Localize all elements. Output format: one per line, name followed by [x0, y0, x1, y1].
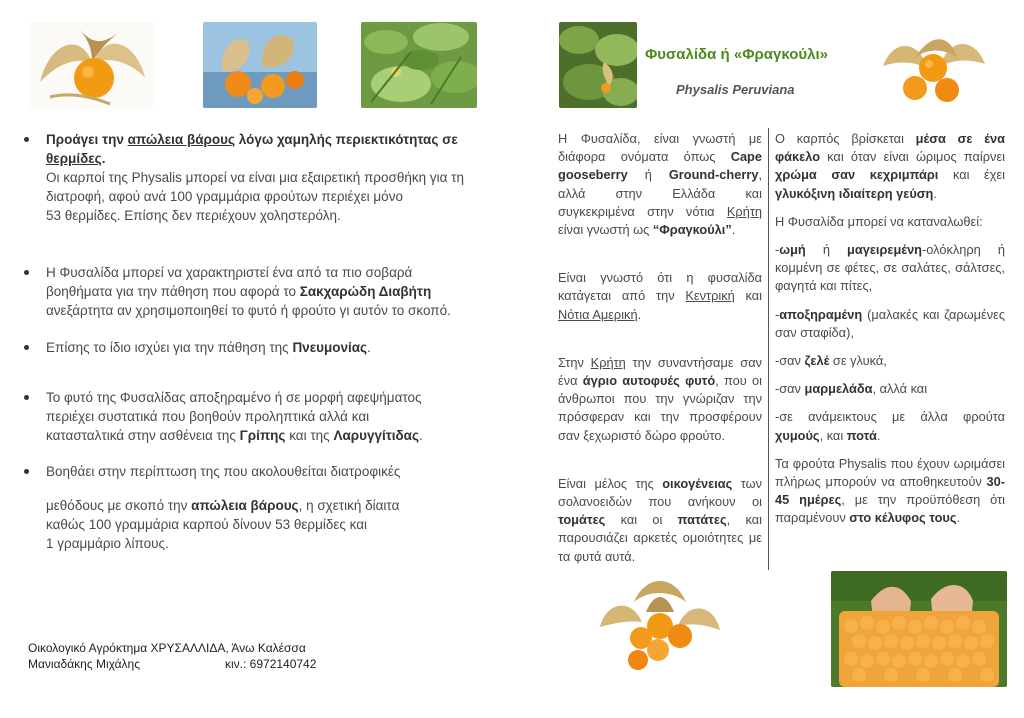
- bullet-dot: [24, 345, 29, 350]
- subtitle-species: Peruviana: [732, 82, 795, 97]
- physalis-husk-photo-2: [203, 22, 317, 108]
- paragraph-juices: -σε ανάμεικτους με άλλα φρούτα χυμούς, και ποτά.: [775, 409, 1005, 443]
- physalis-husk-photo-1: [30, 22, 154, 108]
- paragraph-fruit: Ο καρπός βρίσκεται μέσα σε ένα φάκελο και όταν είναι ώριμος παίρνει χρώμα σαν κεχριμπάρι και έχει γλυκόξινη ιδιαίτερη γεύση.: [775, 131, 1005, 201]
- footer-contact: [28, 640, 348, 672]
- bullet-text: 53 θερμίδες. Επίσης δεν περιέχουν χοληστερόλη.: [46, 208, 341, 223]
- hands-holding-physalis-photo: [831, 571, 1007, 687]
- right-column: [775, 130, 1005, 528]
- bullet-text: διατροφή, αφού ανά 100 γραμμάρια φρούτων περιέχει μόνο: [46, 189, 403, 204]
- paragraph-origin: Είναι γνωστό ότι η φυσαλίδα κατάγεται από την Κεντρική και Νότια Αμερική.: [558, 270, 762, 322]
- bullet-dot: [24, 137, 29, 142]
- footer-phone: κιν.: 6972140742: [225, 657, 317, 671]
- physalis-fruits-illustration-top: [875, 28, 993, 108]
- footer-farm: Οικολογικό Αγρόκτημα ΧΡΥΣΑΛΛΙΔΑ, Άνω Καλέσσα: [28, 641, 306, 655]
- bullet-text: Οι καρποί της Physalis μπορεί να είναι μια εξαιρετική προσθήκη για τη: [46, 170, 464, 185]
- middle-column: [558, 130, 762, 566]
- page-subtitle: [676, 82, 795, 97]
- subtitle-genus: Physalis: [676, 82, 729, 97]
- physalis-fruits-illustration-bottom: [596, 572, 724, 678]
- physalis-plant-photo: [361, 22, 477, 108]
- bullet-dot: [24, 395, 29, 400]
- bullet-dot: [24, 469, 29, 474]
- bullet-dot: [24, 270, 29, 275]
- bullet-item-diet: Βοηθάει στην περίπτωση της που ακολουθείται διατροφικές μεθόδους με σκοπό την απώλεια βάρους, η σχετική δίαιτα καθώς 100 γραμμάρια καρπού δίνουν 53 θερμίδες και 1 γραμμάριο λίπους.: [24, 462, 509, 553]
- page-title: Φυσαλίδα ή «Φραγκούλι»: [645, 46, 828, 63]
- bullet-item-diabetes: Η Φυσαλίδα μπορεί να χαρακτηριστεί ένα από τα πιο σοβαρά βοηθήματα για την πάθηση που αφορά το Σακχαρώδη Διαβήτη ανεξάρτητα αν χρησιμοποιηθεί το φυτό ή φρούτο γι αυτόν το σκοπό.: [24, 263, 509, 320]
- bullet-item-pneumonia: Επίσης το ίδιο ισχύει για την πάθηση της Πνευμονίας.: [24, 338, 509, 357]
- paragraph-consumption: Η Φυσαλίδα μπορεί να καταναλωθεί:: [775, 213, 983, 229]
- paragraph-storage: Τα φρούτα Physalis που έχουν ωριμάσει πλήρως μπορούν να αποθηκευτούν 30-45 ημέρες, με την προϋπόθεση ότι παραμένουν στο κέλυφος τους.: [775, 455, 1005, 526]
- paragraph-raw: -ωμή ή μαγειρεμένη-ολόκληρη ή κομμένη σε φέτες, σε σαλάτες, σάλτσες, φαγητά και πίτες,: [775, 242, 1005, 294]
- paragraph-family: Είναι μέλος της οικογένειας των σολανοειδών που ανήκουν οι τομάτες και οι πατάτες, και παρουσιάζει αρκετές ομοιότητες με τα φυτά αυτά.: [558, 475, 762, 564]
- footer-owner: Μανιαδάκης Μιχάλης: [28, 657, 140, 671]
- bullet-item-flu: Το φυτό της Φυσαλίδας αποξηραμένο ή σε μορφή αφεψήματος περιέχει συστατικά που βοηθούν προληπτικά αλλά και κατασταλτικά στην ασθένεια της Γρίπης και της Λαρυγγίτιδας.: [24, 388, 509, 445]
- bullet-item-weight-loss: Προάγει την απώλεια βάρους λόγω χαμηλής περιεκτικότητας σε θερμίδες. Οι καρποί της Physalis μπορεί να είναι μια εξαιρετική προσθήκη για τη διατροφή, αφού ανά 100 γραμμάρια φρούτων περιέχει μόνο 53 θερμίδες. Επίσης δεν περιέχουν χοληστερόλη.: [24, 130, 509, 225]
- paragraph-marmalade: -σαν μαρμελάδα, αλλά και: [775, 381, 928, 397]
- paragraph-names: Η Φυσαλίδα, είναι γνωστή με διάφορα ονόματα όπως Cape gooseberry ή Ground-cherry, αλλά στην Ελλάδα και συγκεκριμένα στην νότια Κρήτη είναι γνωστή ως “Φραγκούλι”.: [558, 131, 762, 238]
- paragraph-jelly: -σαν ζελέ σε γλυκά,: [775, 353, 887, 369]
- physalis-bush-photo: [559, 22, 637, 108]
- paragraph-dried: -αποξηραμένη (μαλακές και ζαρωμένες σαν σταφίδα),: [775, 306, 1005, 340]
- column-divider: [768, 128, 769, 570]
- paragraph-crete: Στην Κρήτη την συναντήσαμε σαν ένα άγριο αυτοφυές φυτό, που οι άνθρωποι που την γνώριζαν την πρόσφεραν και την προσφέρουν σαν ξεχωριστό δώρο φρούτο.: [558, 354, 762, 443]
